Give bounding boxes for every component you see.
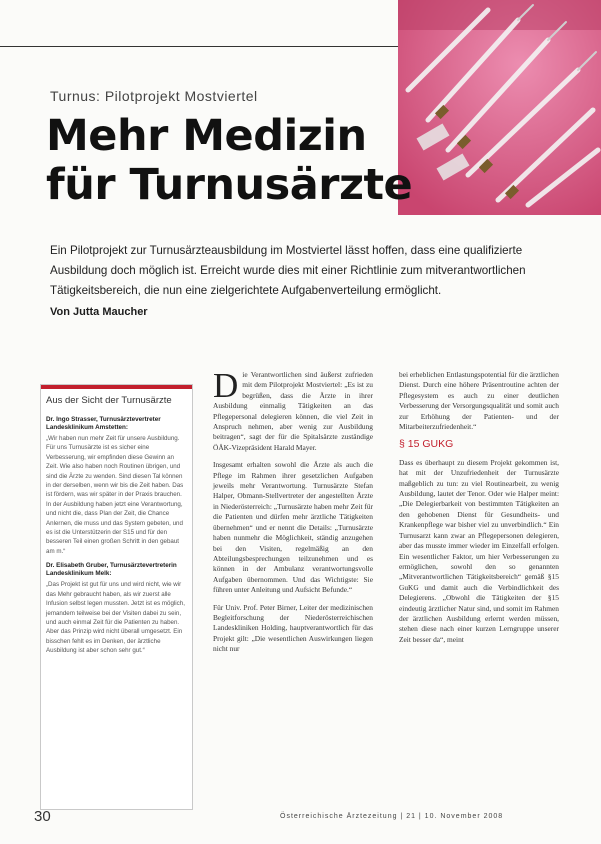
sidebar-accent-bar: [41, 385, 192, 389]
body-paragraph: [213, 366, 373, 453]
article-lead: Ein Pilotprojekt zur Turnusärzteausbildung im Mostviertel lässt hoffen, dass eine qualifizierte Ausbildung doch möglich ist. Erreicht wurde dies mit einer Richtlinie zum mitverantwortlichen Tätigkeitsbereich, die nun eine zielgerichtete Aufgabenverteilung ermöglicht.: [50, 244, 526, 297]
sidebar-entry: [46, 562, 187, 655]
sidebar-entry-name: Dr. Elisabeth Gruber, Turnusärztevertreterin Landesklinikum Melk:: [46, 562, 177, 578]
headline-line-2: für Turnusärzte: [46, 160, 413, 210]
page-number: 30: [34, 808, 51, 825]
paragraph-text: ie Verantwortlichen sind äußerst zufrieden mit dem Pilotprojekt Mostviertel: „Es ist zu begrüßen, dass die Ärzte in ihrer Ausbildung einmalig Tätigkeiten an das Pflegepersonal delegieren können, die viel Zeit in Anspruch nehmen, aber wenig zur Ausbildung beitragen“, sagt der für die Spitalsärzte zuständige ÖÄK-Vizepräsident Harald Mayer.: [213, 370, 373, 452]
headline-line-1: Mehr Medizin: [46, 111, 367, 161]
body-paragraph: Dass es überhaupt zu diesem Projekt gekommen ist, hat mit der Unzufriedenheit der Turnusärzte maßgeblich zu tun: zu viel Routinearbeit, zu wenig Ausbildung, lautet der Tenor. Oder wie Halper meint: „Die Delegierbarkeit von bestimmten Tätigkeiten an den gehobenen Dienst für Gesundheits- und Krankenpflege war bisher viel zu unverbindlich.“ Ein Turnusarzt kann zwar an Pflegepersonen delegieren, aber das musste immer wieder im Einzelfall erfolgen. Ein wesentlicher Faktor, um hier Verbesserungen zu ermöglichen, sowohl den so genannten „Mitverantwortlichen Tätigkeitsbereich“ gemäß §15 GuKG und damit auch die Verbindlichkeit des Delegierens. „Obwohl die Tätigkeiten der §15 eindeutig ärztlicher Natur sind, und somit im Rahmen der ärztlichen Ausbildung erlernt werden müssen, stehen diese nach einer kurzen Lerngruppe unserer Zeit besser da“, meint: [399, 457, 559, 644]
body-paragraph: bei erheblichen Entlastungspotential für die ärztlichen Dienst. Durch eine höhere Präsentroutine achten der Pflegesystem es auch zu einer deutlichen Verbesserung der Versorgungsqualität und somit auch zur Erhöhung der Patienten- und der Mitarbeiterzufriedenheit.“: [399, 370, 559, 432]
sidebar-entry: [46, 416, 187, 556]
sidebar-entry-text: „Wir haben nun mehr Zeit für unsere Ausbildung. Für uns Turnusärzte ist es sicher eine Verbesserung, wir empfinden diese Gewinn an Zeit. Wie also haben noch Routinen übrigen, und sind die Ärzte zu wenden. Sind diesen Tal können in der derselben, wenn wir bis die Zeit haben. Das ist fördern, was wir später in der Praxis brauchen. In der Ausbildung haben jetzt eine Verantwortung, und nicht die, dass Plan der Zeit, die Chance Anlernen, die muss und das System gebeten, und es ist die Unterstützerin der S15 und für den besseren Teil einen großen Schritt in den gebaut am m.“: [46, 435, 184, 555]
sidebar-entry-name: Dr. Ingo Strasser, Turnusärztevertreter Landesklinikum Amstetten:: [46, 416, 161, 431]
article-photo: [398, 0, 601, 215]
syringes-photo-illustration: [398, 0, 601, 215]
body-column-2: [213, 366, 373, 662]
article-kicker: Turnus: Pilotprojekt Mostviertel: [50, 88, 258, 104]
header-rule: [0, 46, 398, 47]
sidebar-entry-text: „Das Projekt ist gut für uns und wird nicht, wie wir das Mehr gebraucht haben, als wir zuerst alle Infusion selbst legen mussten. Jetzt ist es möglich, jemandem teilweise bei der Visiten dabei zu sein, und auch einmal Zeit für die Patienten zu haben. Aber das Prinzip wird nicht überall umgesetzt. Ein bisschen fehlt es im Denken, der ärztliche Ausbildung ist aber schon sehr gut.“: [46, 581, 185, 655]
sidebar-box: [40, 384, 193, 810]
publication-footer: Österreichische Ärztezeitung | 21 | 10. November 2008: [280, 813, 504, 820]
section-subhead: § 15 GUKG: [399, 438, 454, 451]
body-paragraph: Insgesamt erhalten sowohl die Ärzte als auch die Pflege im Rahmen ihrer gesetzlichen Aufgaben jeweils mehr Verantwortung. Turnusärzte Stefan Halper, Obmann-Stellvertreter der angestellten Ärzte in Niederösterreich: „Turnusärzte haben mehr Zeit für die Patienten und dürfen mehr ärztliche Tätigkeiten übernehmen“ und er nennt die Details: „Turnusärzte haben nunmehr die Möglichkeit, ständig anzugehen bei den Visiten, regelmäßig an den Abteilungsbesprechungen teilzunehmen und es können in der Ambulanz verantwortungsvolle Aufgaben übernommen. Und das Wichtigste: Sie führen unter Anleitung und Aufsicht Befunde.“: [213, 460, 373, 595]
article-headline: [46, 112, 412, 210]
body-column-3: [399, 370, 559, 652]
drop-cap: D: [213, 366, 239, 405]
sidebar-title: Aus der Sicht der Turnusärzte: [46, 395, 172, 406]
article-byline: Von Jutta Maucher: [50, 306, 148, 318]
body-paragraph: Für Univ. Prof. Peter Birner, Leiter der medizinischen Begleitforschung der Niederösterreichischen Landeskliniken Holding, hauptverantwortlich für das Projekt gilt: „Die wesentlichen Auswirkungen liegen nicht nur: [213, 602, 373, 654]
